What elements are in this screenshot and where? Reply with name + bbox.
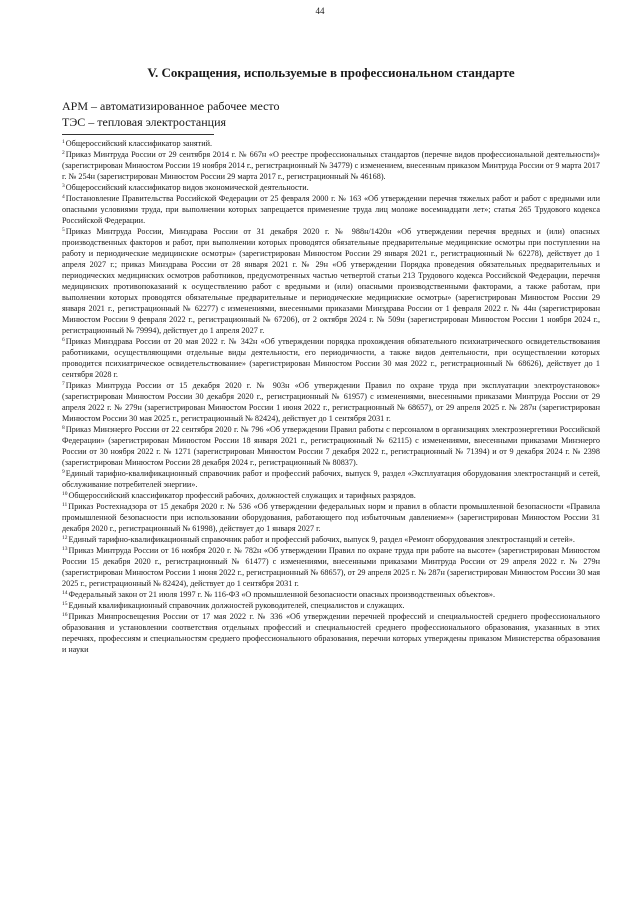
footnote-number: 13 bbox=[62, 546, 68, 552]
footnote-number: 2 bbox=[62, 150, 65, 156]
footnote bbox=[62, 600, 600, 611]
footnote-number: 11 bbox=[62, 502, 68, 508]
footnote bbox=[62, 193, 600, 226]
section-title: V. Сокращения, используемые в профессиональном стандарте bbox=[147, 65, 515, 80]
footnote-separator bbox=[62, 134, 214, 135]
footnote-text: Приказ Ростехнадзора от 15 декабря 2020 г. № 536 «Об утверждении федеральных норм и правил в области промышленной безопасности «Правила промышленной безопасности при использовании оборудования, работающего под избыточным давлением»» (зарегистрирован Минюстом России 31 декабря 2020 г., регистрационный № 61998), действует до 1 января 2027 г. bbox=[62, 502, 600, 533]
footnote-number: 7 bbox=[62, 381, 65, 387]
footnote bbox=[62, 424, 600, 468]
footnote bbox=[62, 149, 600, 182]
footnote-number: 5 bbox=[62, 227, 65, 233]
footnote-number: 10 bbox=[62, 491, 68, 497]
footnote-text: Постановление Правительства Российской Федерации от 25 февраля 2000 г. № 163 «Об утверждении перечня тяжелых работ и работ с вредными или опасными условиями труда, при выполнении которых запрещается применение труда лиц моложе восемнадцати лет»; статья 265 Трудового кодекса Российской Федерации. bbox=[62, 194, 600, 225]
footnote bbox=[62, 468, 600, 490]
footnote bbox=[62, 545, 600, 589]
footnote bbox=[62, 226, 600, 336]
footnote-text: Общероссийский классификатор профессий рабочих, должностей служащих и тарифных разрядов. bbox=[68, 491, 416, 500]
footnote-text: Приказ Минпросвещения России от 17 мая 2022 г. № 336 «Об утверждении перечней профессий и специальностей среднего профессионального образования и установлении соответствия отдельных профессий и специальностей среднего профессионального образования, указанных в этих перечнях, профессиям и специальностям среднего профессионального образования, перечни которых утверждены приказом Министерства образования и науки bbox=[62, 612, 600, 654]
footnote bbox=[62, 611, 600, 655]
footnote bbox=[62, 490, 600, 501]
footnote-text: Приказ Минздрава России от 20 мая 2022 г. № 342н «Об утверждении порядка прохождения обязательного психиатрического освидетельствования работниками, осуществляющими отдельные виды деятельности, его периодичности, а также видов деятельности, при осуществлении которых проводится психиатрическое освидетельствование» (зарегистрирован Минюстом России 30 мая 2022 г., регистрационный № 68626), действует до 1 сентября 2028 г. bbox=[62, 337, 600, 379]
footnote-number: 14 bbox=[62, 590, 68, 596]
footnote-text: Приказ Минтруда России, Минздрава России от 31 декабря 2020 г. № 988н/1420н «Об утверждении перечня вредных и (или) опасных производственных факторов и работ, при выполнении которых проводятся обязательные предварительные медицинские осмотры при поступлении на работу и периодические медицинские осмотры» (зарегистрирован Минюстом России 29 января 2021 г., регистрационный № 62278), действует до 1 апреля 2027 г.; приказ Минздрава России от 28 января 2021 г. № 29н «Об утверждении Порядка проведения обязательных предварительных и периодических медицинских осмотров работников, предусмотренных частью четвертой статьи 213 Трудового кодекса Российской Федерации, перечня медицинских противопоказаний к осуществлению работ с вредными и (или) опасными производственными факторами, а также работам, при выполнении которых проводятся обязательные предварительные и периодические медицинские осмотры» (зарегистрирован Минюстом России 29 января 2021 г., регистрационный № 62277) с изменениями, внесенными приказами Минздрава России от 1 февраля 2022 г. № 44н (зарегистрирован Минюстом России 9 февраля 2022 г., регистрационный № 67206), от 2 октября 2024 г. № 509н (зарегистрирован Минюстом России 1 ноября 2024 г., регистрационный № 79994), действует до 1 апреля 2027 г. bbox=[62, 227, 600, 335]
footnote-number: 1 bbox=[62, 139, 65, 145]
footnote bbox=[62, 138, 600, 149]
footnote bbox=[62, 380, 600, 424]
footnote-text: Единый тарифно-квалификационный справочник работ и профессий рабочих, выпуск 9, раздел «Ремонт оборудования электростанций и сетей». bbox=[68, 535, 575, 544]
footnote-text: Приказ Минтруда России от 15 декабря 2020 г. № 903н «Об утверждении Правил по охране труда при эксплуатации электроустановок» (зарегистрирован Минюстом России 30 декабря 2020 г., регистрационный № 61957) с изменениями, внесенными приказами Минтруда России от 29 апреля 2022 г. № 279н (зарегистрирован Минюстом России 1 июня 2022 г., регистрационный № 68657), от 29 апреля 2025 г. № 287н (зарегистрирован Минюстом России 30 мая 2025 г., регистрационный № 82424), действует до 1 сентября 2031 г. bbox=[62, 381, 600, 423]
abbreviation-item: ТЭС – тепловая электростанция bbox=[62, 114, 227, 129]
footnote bbox=[62, 589, 600, 600]
footnote-text: Приказ Минэнерго России от 22 сентября 2020 г. № 796 «Об утверждении Правил работы с персоналом в организациях электроэнергетики Российской Федерации» (зарегистрирован Минюстом России 18 января 2021 г., регистрационный № 62115) с изменениями, внесенными приказами Минэнерго России от 30 ноября 2022 г. № 1271 (зарегистрирован Минюстом России 7 декабря 2022 г., регистрационный № 71394) и от 9 декабря 2024 г. № 2398 (зарегистрирован Минюстом России 28 декабря 2024 г., регистрационный № 80837). bbox=[62, 425, 600, 467]
footnote bbox=[62, 182, 600, 193]
footnote bbox=[62, 336, 600, 380]
footnote-number: 8 bbox=[62, 425, 65, 431]
footnote-number: 3 bbox=[62, 183, 65, 189]
footnote-number: 12 bbox=[62, 535, 68, 541]
footnote-text: Единый тарифно-квалификационный справочник работ и профессий рабочих, выпуск 9, раздел «Эксплуатация оборудования электростанций и сетей, обслуживание потребителей энергии». bbox=[62, 469, 600, 489]
footnotes-list bbox=[62, 138, 600, 655]
footnote-number: 15 bbox=[62, 601, 68, 607]
abbreviation-item: АРМ – автоматизированное рабочее место bbox=[62, 99, 280, 113]
footnote-text: Общероссийский классификатор занятий. bbox=[65, 139, 213, 148]
footnote-text: Федеральный закон от 21 июля 1997 г. № 116-ФЗ «О промышленной безопасности опасных производственных объектов». bbox=[68, 590, 496, 599]
footnote bbox=[62, 501, 600, 534]
footnote-text: Приказ Минтруда России от 16 ноября 2020 г. № 782н «Об утверждении Правил по охране труда при работе на высоте» (зарегистрирован Минюстом России 15 декабря 2020 г., регистрационный № 61477) с изменениями, внесенными приказами Минтруда России от 29 апреля 2022 г. № 279н (зарегистрирован Минюстом России 1 июня 2022 г., регистрационный № 68657), от 29 апреля 2025 г. № 287н (зарегистрирован Минюстом России 30 мая 2025 г., регистрационный № 82424), действует до 1 сентября 2031 г. bbox=[62, 546, 600, 588]
footnote-number: 16 bbox=[62, 612, 68, 618]
footnote-text: Общероссийский классификатор видов экономической деятельности. bbox=[65, 183, 309, 192]
footnote-number: 6 bbox=[62, 337, 65, 343]
footnote-text: Приказ Минтруда России от 29 сентября 2014 г. № 667н «О реестре профессиональных стандартов (перечне видов профессиональной деятельности)» (зарегистрирован Минюстом России 19 ноября 2014 г., регистрационный № 34779) с изменением, внесенным приказом Минтруда России от 9 марта 2017 г. № 254н (зарегистрирован Минюстом России 29 марта 2017 г., регистрационный № 46168). bbox=[62, 150, 600, 181]
abbreviations-list bbox=[62, 99, 600, 130]
page-number: 44 bbox=[315, 6, 325, 16]
footnote-text: Единый квалификационный справочник должностей руководителей, специалистов и служащих. bbox=[68, 601, 405, 610]
footnote bbox=[62, 534, 600, 545]
footnote-number: 9 bbox=[62, 469, 65, 475]
footnote-number: 4 bbox=[62, 194, 65, 200]
